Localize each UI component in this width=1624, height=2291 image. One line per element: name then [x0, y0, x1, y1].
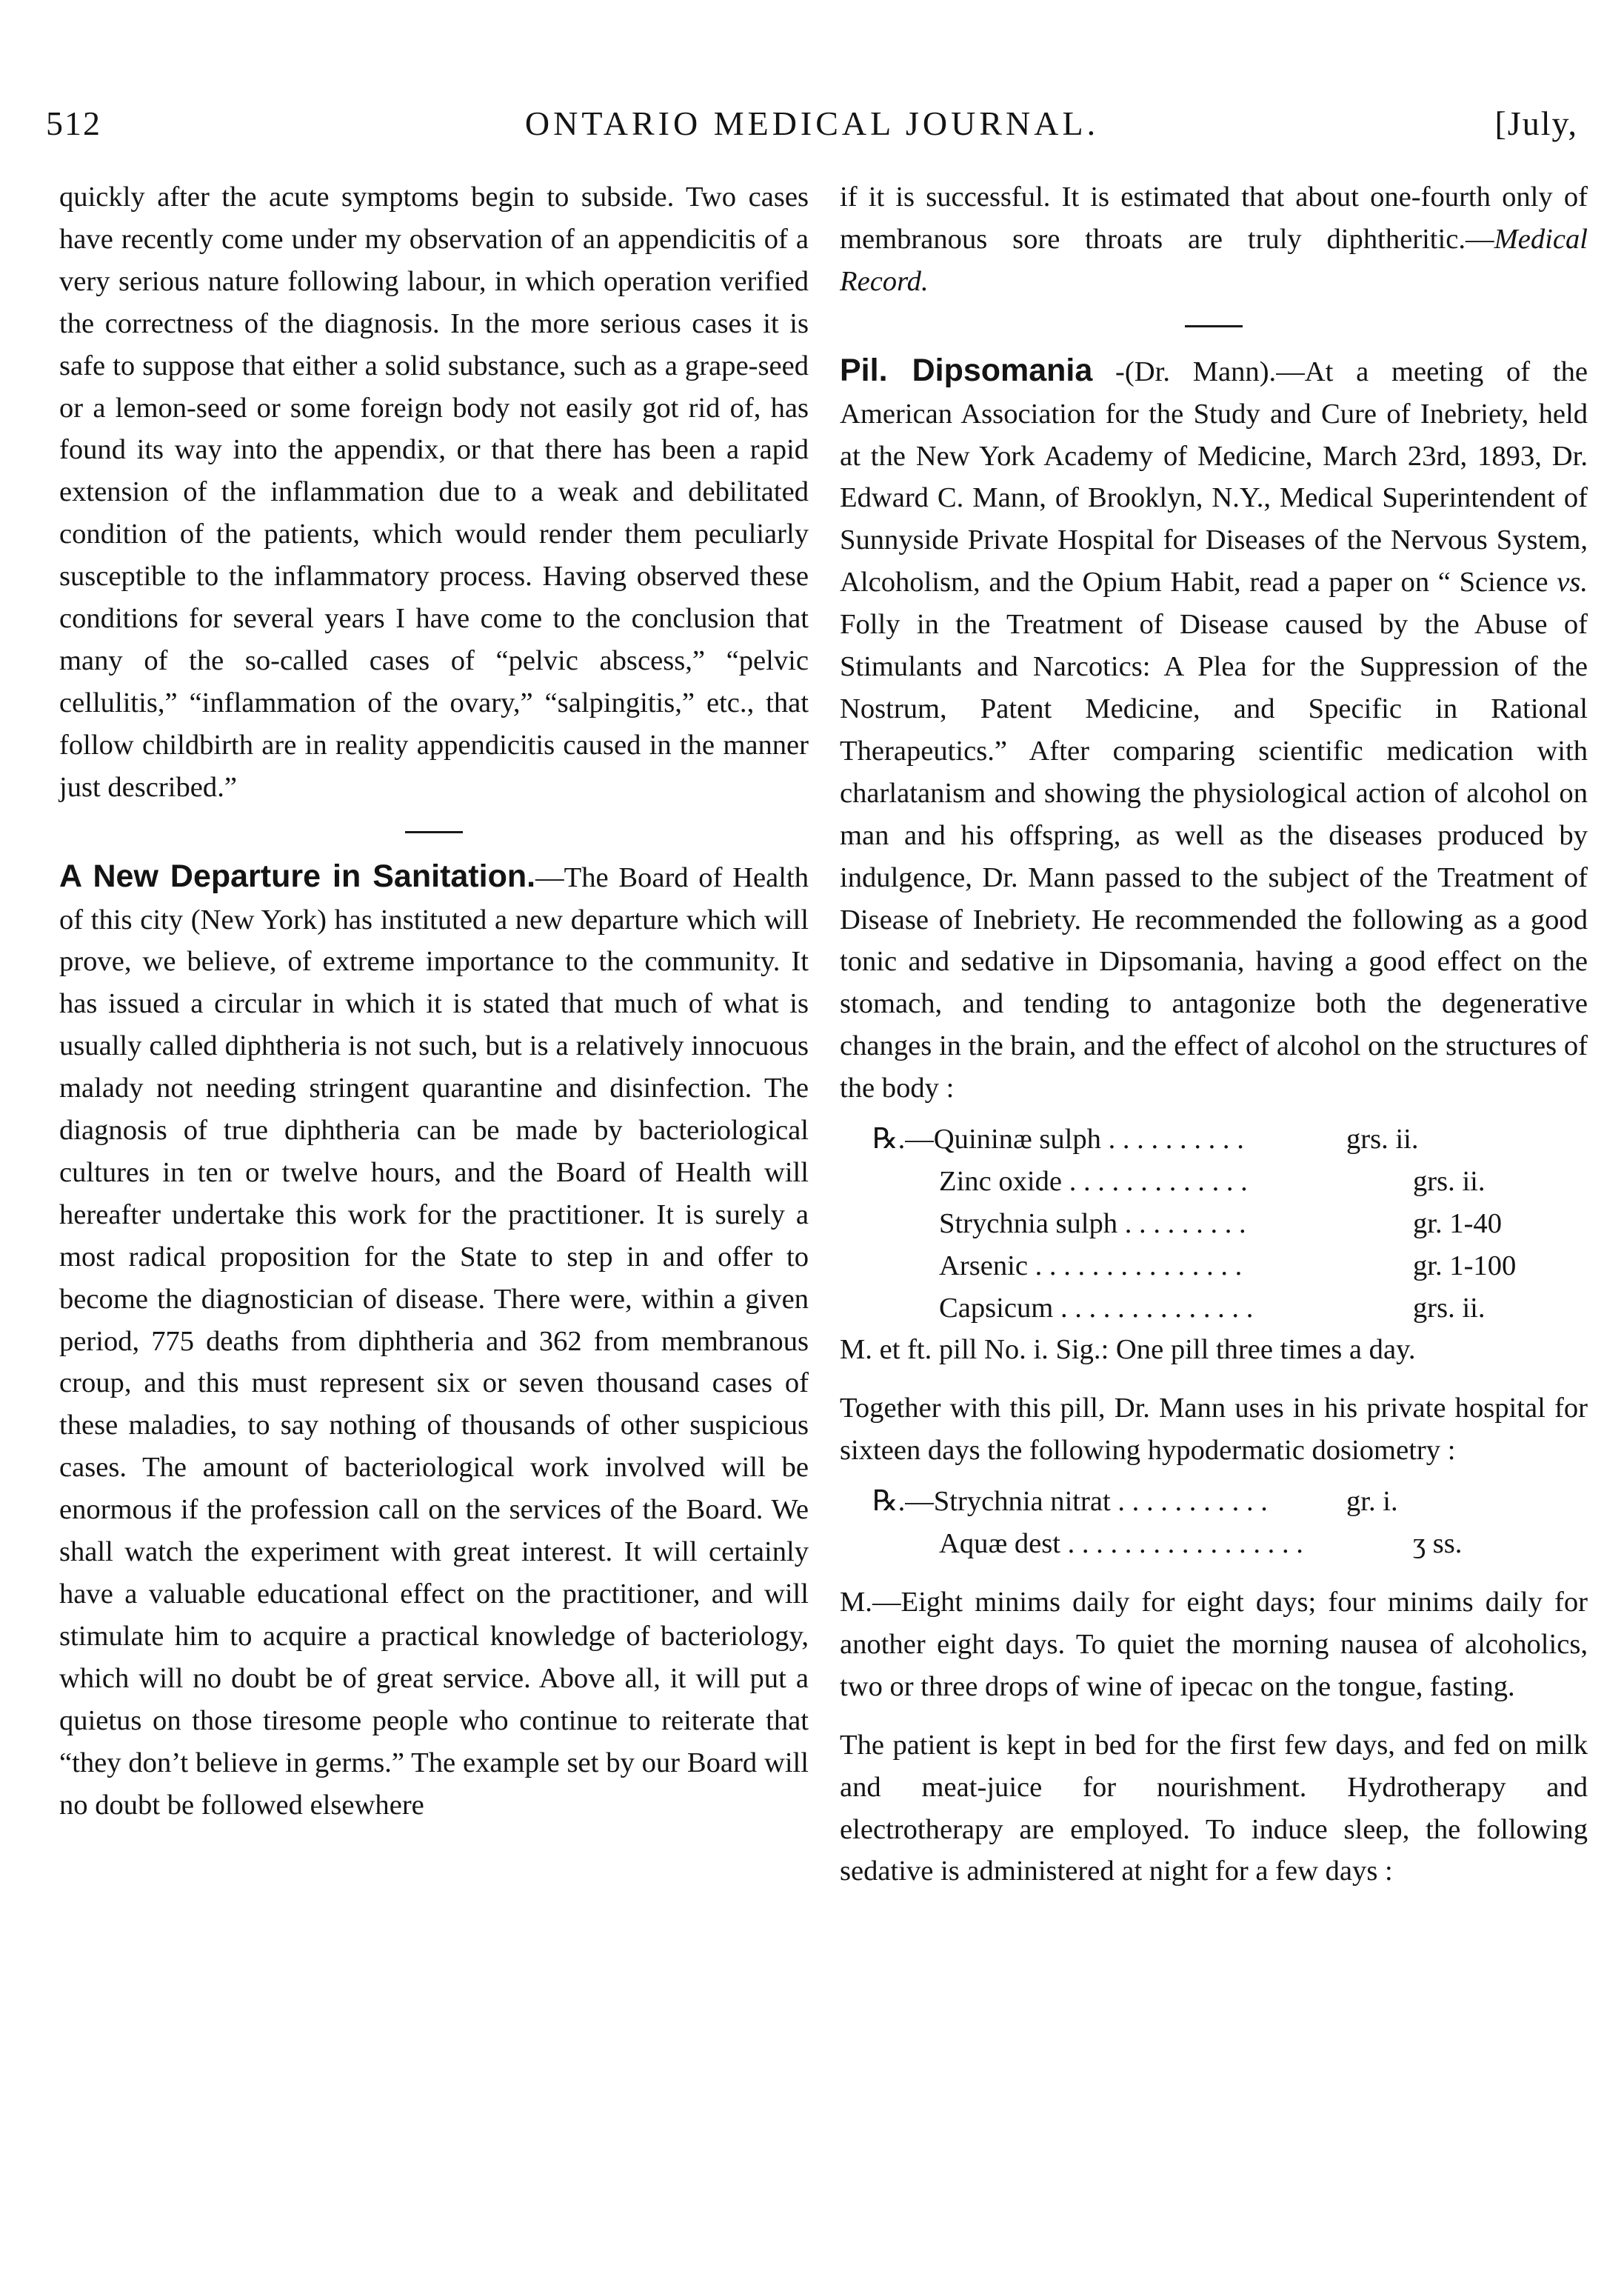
issue-month: [July, [1494, 104, 1578, 142]
left-column [59, 176, 809, 1826]
section-divider [1185, 325, 1243, 327]
prescription-hypodermic [872, 1481, 1588, 1565]
prescription-row [872, 1481, 1588, 1523]
drug-name: Strychnia sulph . . . . . . . . . [939, 1207, 1246, 1239]
dipsomania-article [840, 350, 1588, 1110]
drug-name: Aquæ dest . . . . . . . . . . . . . . . . . [939, 1528, 1303, 1560]
sanitation-body: —The Board of Health of this city (New York) has instituted a new departure which will prove, we believe, of extreme importance to the community. It has issued a circular in which it is stated that much of what is usually called diphtheria is not such, but is a relatively innocuous malady not needing stringent quarantine and disinfection. The diagnosis of true diphtheria can be made by bacteriological cultures in ten or twelve hours, and the Board of Health will hereafter undertake this work for the practitioner. It is surely a most radical proposition for the State to step in and offer to become the diagnostician of disease. There were, within a given period, 775 deaths from diphtheria and 362 from membranous croup, and this must represent six or seven thousand cases of these maladies, to say nothing of thousands of other suspicious cases. The amount of bacteriological work involved will be enormous if the profession call on the services of the Board. We shall watch the experiment with great interest. It will certainly have a valuable educational effect on the practitioner, and will stimulate him to acquire a practical knowledge of bacteriology, which will no doubt be of great service. Above all, it will put a quietus on those tiresome people who continue to reiterate that “they don’t believe in germs.” The example set by our Board will no doubt be followed elsewhere [59, 861, 809, 1821]
journal-title: ONTARIO MEDICAL JOURNAL. [524, 104, 1100, 142]
drug-name: ℞.—Quininæ sulph . . . . . . . . . . [872, 1124, 1244, 1155]
right-column [840, 176, 1588, 1893]
sanitation-continuation-text: if it is successful. It is estimated that about one-fourth only of membranous sore throats are truly diphtheritic.— [840, 181, 1588, 255]
prescription-pill [872, 1118, 1588, 1329]
prescription-row [872, 1203, 1588, 1245]
versus-italic: vs. [1557, 567, 1588, 598]
dosage-instructions: M.—Eight minims daily for eight days; four minims daily for another eight days. To quiet the morning nausea of alcoholics, two or three drops of wine of ipecac on the tongue, fasting. [840, 1586, 1588, 1702]
prescription-row [872, 1118, 1588, 1161]
prescription-row [872, 1245, 1588, 1287]
drug-name: Zinc oxide . . . . . . . . . . . . . [939, 1165, 1248, 1197]
drug-name: Capsicum . . . . . . . . . . . . . . [939, 1292, 1254, 1324]
prescription-row [872, 1161, 1588, 1203]
section-divider [405, 831, 463, 833]
source-citation: Medical Record. [840, 223, 1588, 297]
sanitation-heading: A New Departure in Sanitation. [59, 858, 536, 894]
sanitation-article [59, 856, 809, 1827]
dipsomania-body: -(Dr. Mann).—At a meeting of the American Association for the Study and Cure of Inebriety, held at the New York Academy of Medicine, March 23rd, 1893, Dr. Edward C. Mann, of Brooklyn, N.Y., Medical Superintendent of Sunnyside Private Hospital for Diseases of the Nervous System, Alcoholism, and the Opium Habit, read a paper on “ Science [840, 356, 1588, 598]
hypodermic-intro: Together with this pill, Dr. Mann uses in his private hospital for sixteen days the following hypodermatic dosiometry : [840, 1393, 1588, 1467]
drug-dose: gr. i. [1346, 1486, 1398, 1518]
prescription-row [872, 1523, 1588, 1565]
drug-dose: grs. ii. [1413, 1292, 1486, 1324]
appendicitis-continuation: quickly after the acute symptoms begin to subside. Two cases have recently come under my observation of an appendicitis of a very serious nature following labour, in which operation verified the correctness of the diagnosis. In the more serious cases it is safe to suppose that either a solid substance, such as a grape-seed or a lemon-seed or some foreign body not easily got rid of, has found its way into the appendix, or that there has been a rapid extension of the inflammation due to a weak and debilitated condition of the patients, which would render them peculiarly susceptible to the inflammatory process. Having observed these conditions for several years I have come to the conclusion that many of the so-called cases of “pelvic abscess,” “pelvic cellulitis,” “inflammation of the ovary,” “salpingitis,” etc., that follow childbirth are in reality appendicitis caused in the manner just described.” [59, 181, 809, 803]
drug-dose: grs. ii. [1413, 1165, 1486, 1197]
prescription-row [872, 1287, 1588, 1330]
drug-dose: ʒ ss. [1413, 1528, 1463, 1560]
pill-instructions: M. et ft. pill No. i. Sig.: One pill three times a day. [840, 1334, 1416, 1366]
drug-name: Arsenic . . . . . . . . . . . . . . . [939, 1250, 1243, 1281]
dipsomania-body-continued: Folly in the Treatment of Disease caused by the Abuse of Stimulants and Narcotics: A Plea for the Suppression of the Nostrum, Patent Medicine, and Specific in Rational Therapeutics.” After comparing scientific medication with charlatanism and showing the physiological action of alcohol on man and his offspring, as well as the diseases produced by indulgence, Dr. Mann passed to the subject of the Treatment of Disease of Inebriety. He recommended the following as a good tonic and sedative in Dipsomania, having a good effect on the stomach, and tending to antagonize both the degenerative changes in the brain, and the effect of alcohol on the structures of the body : [840, 609, 1588, 1104]
page-number: 512 [46, 104, 101, 142]
drug-dose: grs. ii. [1346, 1124, 1419, 1155]
drug-dose: gr. 1-100 [1413, 1250, 1517, 1281]
drug-name: ℞.—Strychnia nitrat . . . . . . . . . . . [872, 1486, 1268, 1518]
running-header [46, 104, 1578, 148]
treatment-paragraph: The patient is kept in bed for the first few days, and fed on milk and meat-juice for nourishment. Hydrotherapy and electrotherapy are employed. To induce sleep, the following sedative is administered at night for a few days : [840, 1729, 1588, 1887]
sanitation-continuation [840, 176, 1588, 303]
dipsomania-heading: Pil. Dipsomania [840, 352, 1093, 388]
drug-dose: gr. 1-40 [1413, 1207, 1503, 1239]
